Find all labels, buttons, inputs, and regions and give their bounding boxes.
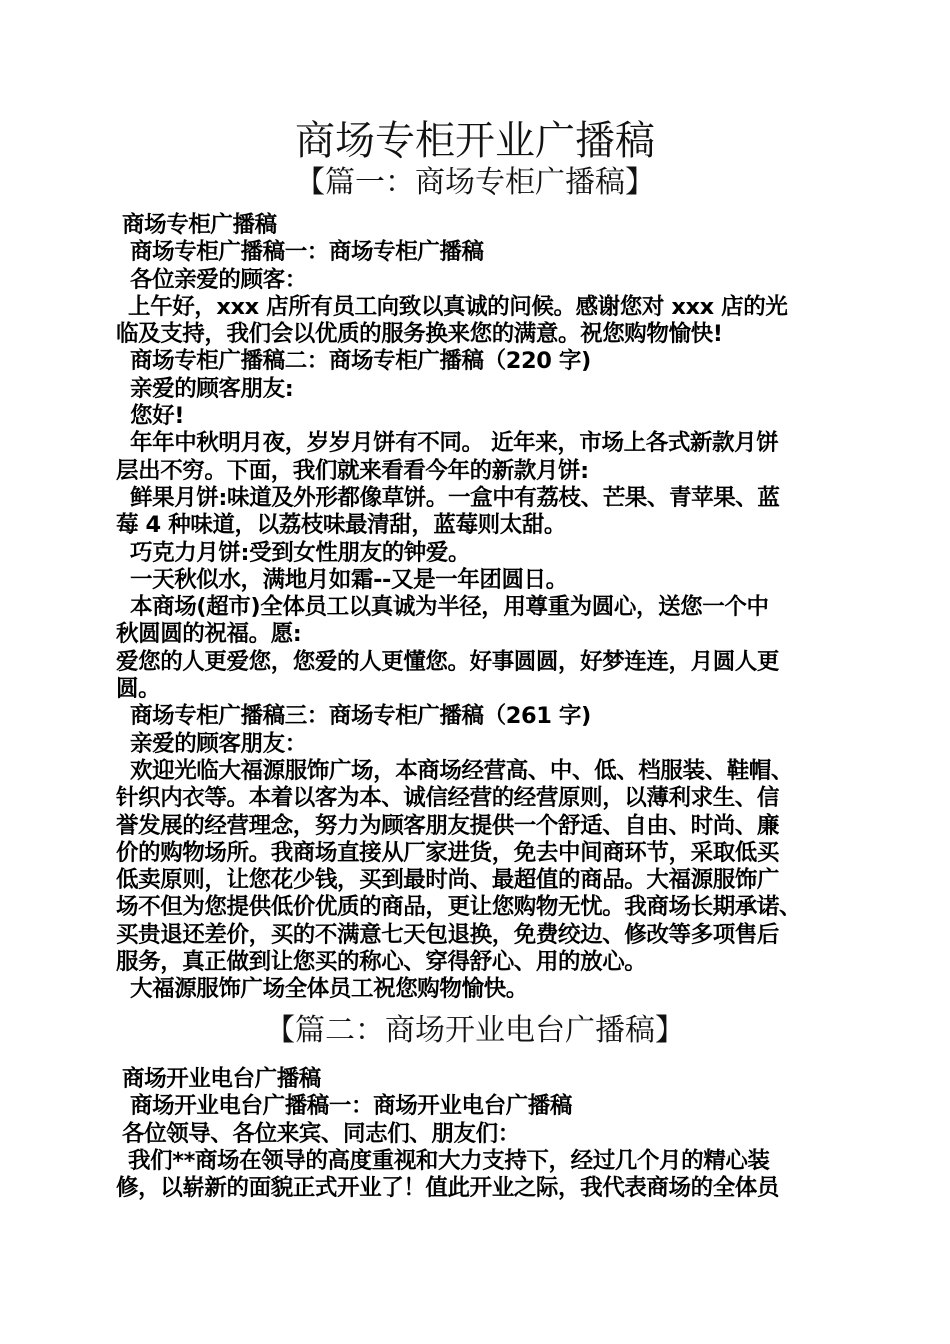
section-heading-2: 【篇二：商场开业电台广播稿】 (265, 1013, 685, 1048)
section-1-body (116, 212, 836, 1004)
paragraph-line: 商场专柜广播稿二：商场专柜广播稿（220 字) (130, 348, 591, 375)
paragraph-line: 商场开业电台广播稿 (122, 1066, 321, 1092)
paragraph-line: 亲爱的顾客朋友: (130, 375, 294, 402)
paragraph-line: 年年中秋明月夜，岁岁月饼有不同。 近年来，市场上各式新款月饼 (130, 430, 779, 457)
paragraph-line: 各位领导、各位来宾、同志们、朋友们： (122, 1120, 520, 1147)
paragraph-line: 场不但为您提供低价优质的商品，更让您购物无忧。我商场长期承诺、 (116, 894, 802, 921)
paragraph-line: 商场专柜广播稿三：商场专柜广播稿（261 字) (130, 703, 591, 730)
paragraph-line: 莓 4 种味道，以荔枝味最清甜，蓝莓则太甜。 (116, 512, 567, 539)
section-heading-1: 【篇一：商场专柜广播稿】 (295, 165, 655, 200)
paragraph-line: 大福源服饰广场全体员工祝您购物愉快。 (130, 976, 528, 1003)
paragraph-line: 低卖原则，让您花少钱，买到最时尚、最超值的商品。大福源服饰广 (116, 867, 780, 894)
paragraph-line: 欢迎光临大福源服饰广场，本商场经营高、中、低、档服装、鞋帽、 (130, 757, 794, 784)
paragraph-line: 层出不穷。下面，我们就来看看今年的新款月饼: (116, 457, 589, 484)
paragraph-line: 上午好，xxx 店所有员工向致以真诚的问候。感谢您对 xxx 店的光 (128, 293, 788, 320)
document-title: 商场专柜开业广播稿 (295, 118, 655, 164)
paragraph-line: 商场专柜广播稿 (122, 212, 277, 238)
section-2-body (116, 1066, 836, 1202)
paragraph-line: 商场专柜广播稿一：商场专柜广播稿 (130, 239, 484, 266)
paragraph-line: 亲爱的顾客朋友： (130, 730, 307, 757)
paragraph-line: 修，以崭新的面貌正式开业了！值此开业之际，我代表商场的全体员 (116, 1175, 780, 1202)
paragraph-line: 商场开业电台广播稿一：商场开业电台广播稿 (130, 1093, 573, 1120)
paragraph-line: 鲜果月饼:味道及外形都像草饼。一盒中有荔枝、芒果、青苹果、蓝 (130, 484, 780, 511)
paragraph-line: 临及支持，我们会以优质的服务换来您的满意。祝您购物愉快! (116, 321, 723, 348)
paragraph-line: 针织内衣等。本着以客为本、诚信经营的经营原则，以薄利求生、信 (116, 785, 780, 812)
paragraph-line: 誉发展的经营理念，努力为顾客朋友提供一个舒适、自由、时尚、廉 (116, 812, 780, 839)
paragraph-line: 价的购物场所。我商场直接从厂家进货，免去中间商环节，采取低买 (116, 839, 780, 866)
paragraph-line: 爱您的人更爱您，您爱的人更懂您。好事圆圆，好梦连连，月圆人更 (116, 648, 780, 675)
paragraph-line: 一天秋似水，满地月如霜--又是一年团圆日。 (130, 566, 568, 593)
paragraph-line: 各位亲爱的顾客： (130, 266, 307, 293)
paragraph-line: 我们**商场在领导的高度重视和大力支持下，经过几个月的精心装 (128, 1147, 770, 1174)
paragraph-line: 本商场(超市)全体员工以真诚为半径，用尊重为圆心，送您一个中 (130, 594, 769, 621)
paragraph-line: 买贵退还差价，买的不满意七天包退换，免费绞边、修改等多项售后 (116, 921, 780, 948)
paragraph-line: 您好! (130, 403, 185, 430)
paragraph-line: 圆。 (116, 676, 161, 703)
paragraph-line: 服务，真正做到让您买的称心、穿得舒心、用的放心。 (116, 949, 647, 976)
paragraph-line: 秋圆圆的祝福。愿: (116, 621, 302, 648)
paragraph-line: 巧克力月饼:受到女性朋友的钟爱。 (130, 539, 471, 566)
